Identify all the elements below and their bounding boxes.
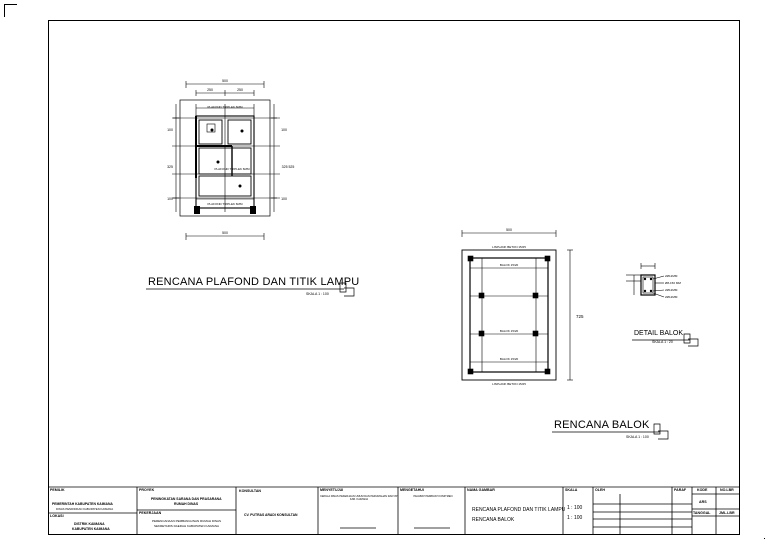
plafond-dim-bottom: 500 xyxy=(222,231,228,235)
skala-1: 1 : 100 xyxy=(567,505,583,511)
balok-title: RENCANA BALOK xyxy=(554,419,650,431)
plafond-dim-right-1: 100 xyxy=(281,128,287,132)
title-block xyxy=(48,487,740,535)
balok-beam-3: BALOK 15/20 xyxy=(499,357,519,361)
lokasi-label: LOKASI xyxy=(50,514,64,518)
pemilik-value: PEMERINTAH KABUPATEN KAIMANA xyxy=(52,502,113,506)
balok-dim-right: 725 xyxy=(576,314,584,319)
plafond-label-3: PLAFOND TRIPLEK 6MM xyxy=(207,202,243,206)
detail-note-2: Ø8-150 MM xyxy=(665,281,681,285)
plafond-scale: SKALA 1 : 100 xyxy=(306,292,329,296)
detail-note-4: 2Ø12MM xyxy=(665,295,678,299)
plafond-dim-top: 500 xyxy=(222,79,228,83)
proyek-value-2: RUMAH DINAS xyxy=(174,502,199,506)
plafond-dim-left-1: 100 xyxy=(167,128,173,132)
nama-gambar-label: NAMA GAMBAR xyxy=(467,488,495,492)
detail-balok-scale: SKALA 1 : 20 xyxy=(652,340,673,344)
detail-balok-title: DETAIL BALOK xyxy=(634,330,684,337)
kode-label: KODE xyxy=(697,488,708,492)
no-lbr-label: NO.LBR xyxy=(720,488,734,492)
skala-label: SKALA xyxy=(565,488,578,492)
nama-gambar-2: RENCANA BALOK xyxy=(472,517,515,523)
balok-beam-1: BALOK 15/20 xyxy=(499,263,519,267)
plafond-plan xyxy=(146,81,354,296)
pekerjaan-label: PEKERJAAN xyxy=(139,511,162,515)
balok-ring-bottom: LISPLANK BETON 15/25 xyxy=(492,382,526,386)
lokasi-sub: KABUPATEN KAIMANA xyxy=(72,527,110,531)
pemilik-sub: DINAS PENDIDIKAN KABUPATEN KAIMANA xyxy=(56,507,114,511)
mengetahui-sub: PEJABAT PEMBUAT KOMITMEN xyxy=(413,495,453,498)
konsultan-value: CV. PUTRAS ARADI KONSULTAN xyxy=(244,513,298,517)
menyetujui-sub: KEPALA DINAS PEKERJAAN UMUM DAN PERUMAHAN RAKYAT KAB. KAIMANA xyxy=(320,495,398,501)
plafond-dim-right-3: 100 xyxy=(281,197,287,201)
balok-beam-2: BALOK 15/20 xyxy=(499,329,519,333)
plafond-dim-left-3: 100 xyxy=(167,197,173,201)
balok-dim-top: 500 xyxy=(506,228,512,232)
oleh-label: OLEH xyxy=(595,488,605,492)
konsultan-label: KONSULTAN xyxy=(239,489,262,493)
plafond-label-2: PLAFOND TRIPLEK 6MM xyxy=(214,167,250,171)
plafond-label-1: PLAFOND TRIPLEK 6MM xyxy=(207,105,243,109)
skala-2: 1 : 100 xyxy=(567,515,583,521)
lokasi-value: DISTRIK KAIMANA xyxy=(74,522,105,526)
detail-note-1: 2Ø12MM xyxy=(665,274,678,278)
tanggal-label: TANGGAL xyxy=(693,511,711,515)
plafond-dim-top-left: 250 xyxy=(207,88,213,92)
corner-tick xyxy=(764,538,765,539)
nama-gambar-1: RENCANA PLAFOND DAN TITIK LAMPU xyxy=(472,507,566,513)
plafond-title: RENCANA PLAFOND DAN TITIK LAMPU xyxy=(148,276,360,288)
detail-note-3: 2Ø12MM xyxy=(665,288,678,292)
jml-lbr-label: JML.LBR xyxy=(719,511,735,515)
paraf-label: PARAF xyxy=(674,488,687,492)
proyek-label: PROYEK xyxy=(139,488,155,492)
proyek-value: PENINGKATAN SARANA DAN PRASARANA xyxy=(151,497,222,501)
plafond-dim-right-2: 325 525 xyxy=(281,165,295,169)
balok-ring-top: LISPLANK BETON 15/25 xyxy=(492,245,526,249)
balok-scale: SKALA 1 : 100 xyxy=(626,435,649,439)
plafond-dim-top-right: 250 xyxy=(237,88,243,92)
menyetujui-label: MENYETUJUI xyxy=(320,488,344,492)
plafond-plan-text xyxy=(167,79,294,235)
kode-value: ARS xyxy=(699,500,707,504)
pekerjaan-value-2: SEKRETARIS DAERAH KABUPATEN KAIMANA xyxy=(154,524,220,528)
pekerjaan-value: PERENCANAAN PEMBANGUNAN RUMAH DINAS xyxy=(152,519,222,523)
mengetahui-label: MENGETAHUI xyxy=(400,488,424,492)
detail-balok-text xyxy=(665,274,681,299)
pemilik-label: PEMILIK xyxy=(50,488,65,492)
plafond-dim-left-2: 325 xyxy=(167,165,173,169)
